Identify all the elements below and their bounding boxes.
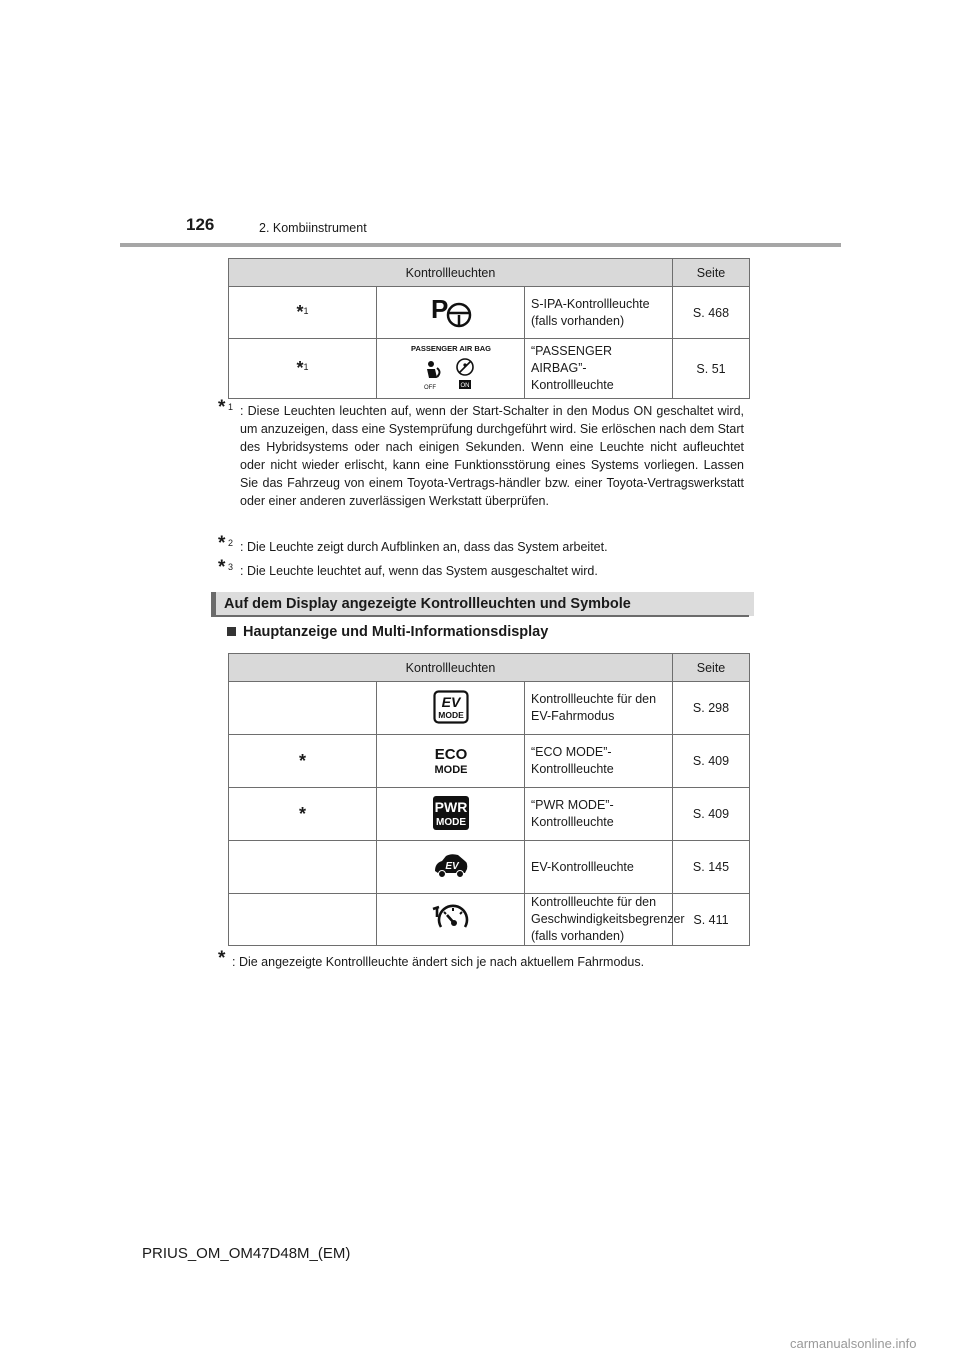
indicator-description: “PASSENGER AIRBAG”-Kontrollleuchte: [525, 339, 673, 399]
page-reference: S. 411: [673, 894, 750, 946]
indicator-description: EV-Kontrollleuchte: [525, 841, 673, 894]
page-number: 126: [186, 215, 215, 234]
table-row: [229, 682, 750, 735]
footnote-mark: *: [229, 788, 377, 841]
svg-text:MODE: MODE: [435, 816, 466, 828]
svg-text:PASSENGER AIR BAG: PASSENGER AIR BAG: [410, 344, 491, 353]
table-header-row: [229, 654, 750, 682]
table-row: [229, 788, 750, 841]
ev-mode-icon: [377, 682, 525, 735]
running-header-title: 2. Kombiinstrument: [259, 221, 367, 235]
s-ipa-icon: [377, 287, 525, 339]
footnote-2-text: : Die Leuchte zeigt durch Aufblinken an, dass das System arbeitet.: [240, 540, 608, 554]
indicator-description: Kontrollleuchte für den EV-Fahrmodus: [525, 682, 673, 735]
page-reference: S. 145: [673, 841, 750, 894]
table-row: [229, 841, 750, 894]
column-header-indicators: Kontrollleuchten: [229, 259, 673, 287]
svg-text:ECO: ECO: [434, 745, 467, 763]
svg-text:P: P: [430, 294, 448, 324]
indicator-description: S-IPA-Kontrollleuchte (falls vorhanden): [525, 287, 673, 339]
footnote-3-text: : Die Leuchte leuchtet auf, wenn das System ausgeschaltet wird.: [240, 564, 598, 578]
indicator-table-2: [228, 653, 750, 946]
pwr-mode-icon: [377, 788, 525, 841]
svg-text:MODE: MODE: [437, 709, 464, 720]
footnote-star: * : Die angezeigte Kontrollleuchte ändert sich je nach aktuellem Fahrmodus.: [228, 953, 748, 971]
svg-text:EV: EV: [441, 693, 460, 710]
section-heading: Auf dem Display angezeigte Kontrollleuchten und Symbole: [224, 596, 631, 612]
page-reference: S. 468: [673, 287, 750, 339]
svg-text:ON: ON: [460, 383, 469, 389]
footnote-mark: *: [229, 735, 377, 788]
svg-text:MODE: MODE: [434, 763, 467, 776]
indicator-description: Kontrollleuchte für den Geschwindigkeitsbegrenzer (falls vorhanden): [525, 894, 673, 946]
column-header-page: Seite: [673, 654, 750, 682]
footnote-star-text: : Die angezeigte Kontrollleuchte ändert sich je nach aktuellem Fahrmodus.: [232, 955, 645, 969]
page-reference: S. 409: [673, 735, 750, 788]
table-row: [229, 287, 750, 339]
footnote-mark: *$^1$: [229, 287, 377, 339]
footnote-1-text: : Diese Leuchten leuchten auf, wenn der Start-Schalter in den Modus ON geschaltet wird, um anzuzeigen, dass eine Systemprüfung durchgeführt wird. Sie erlöschen nach dem Start des Hybridsystems oder nach einigen Sekunden. Wenn eine Leuchte nicht aufleuchtet oder nicht wieder erlischt, kann eine Funktionsstörung eines Systems vorliegen. Lassen Sie das Fahrzeug von einem Toyota-Vertrags-händler bzw. einer Toyota-Vertragswerkstatt oder einer anderen zuverlässigen Werkstatt überprüfen.: [240, 404, 744, 508]
svg-text:OFF: OFF: [423, 385, 436, 391]
footnote-mark: *$^1$: [229, 339, 377, 399]
page-reference: S. 51: [673, 339, 750, 399]
indicator-description: “ECO MODE”-Kontrollleuchte: [525, 735, 673, 788]
table-header-row: [229, 259, 750, 287]
column-header-indicators: Kontrollleuchten: [229, 654, 673, 682]
svg-text:PWR: PWR: [434, 798, 467, 815]
eco-mode-icon: [377, 735, 525, 788]
footnote-3: * 3 : Die Leuchte leuchtet auf, wenn das System ausgeschaltet wird.: [228, 562, 748, 580]
ev-indicator-icon: [377, 841, 525, 894]
indicator-table-1: [228, 258, 750, 399]
speed-limiter-icon: [377, 894, 525, 946]
section-heading-rule: [211, 615, 749, 617]
page-reference: S. 409: [673, 788, 750, 841]
table-row: [229, 339, 750, 399]
document-code: PRIUS_OM_OM47D48M_(EM): [142, 1245, 351, 1262]
passenger-airbag-icon: [377, 339, 525, 399]
subsection-heading: Hauptanzeige und Multi-Informationsdisplay: [243, 624, 549, 640]
footnote-mark: [229, 894, 377, 946]
page-reference: S. 298: [673, 682, 750, 735]
column-header-page: Seite: [673, 259, 750, 287]
footnote-mark: [229, 682, 377, 735]
footnote-1: * 1 : Diese Leuchten leuchten auf, wenn der Start-Schalter in den Modus ON geschaltet wird, um anzuzeigen, dass eine Systemprüfung durchgeführt wird. Sie erlöschen nach dem Start des Hybridsystems oder nach einigen Sekunden. Wenn eine Leuchte nicht aufleuchtet oder nicht wieder erlischt, kann eine Funktionsstörung eines Systems vorliegen. Lassen Sie das Fahrzeug von einem Toyota-Vertrags-händler bzw. einer Toyota-Vertragswerkstatt oder einer anderen zuverlässigen Werkstatt überprüfen.: [218, 397, 744, 508]
indicator-description: “PWR MODE”-Kontrollleuchte: [525, 788, 673, 841]
table-row: [229, 894, 750, 946]
watermark: carmanualsonline.info: [790, 1336, 917, 1351]
header-rule: [120, 243, 841, 247]
footnote-2: * 2 : Die Leuchte zeigt durch Aufblinken an, dass das System arbeitet.: [228, 538, 748, 556]
svg-text:EV: EV: [444, 860, 459, 872]
table-row: [229, 735, 750, 788]
square-bullet-icon: [227, 627, 236, 636]
footnote-mark: [229, 841, 377, 894]
